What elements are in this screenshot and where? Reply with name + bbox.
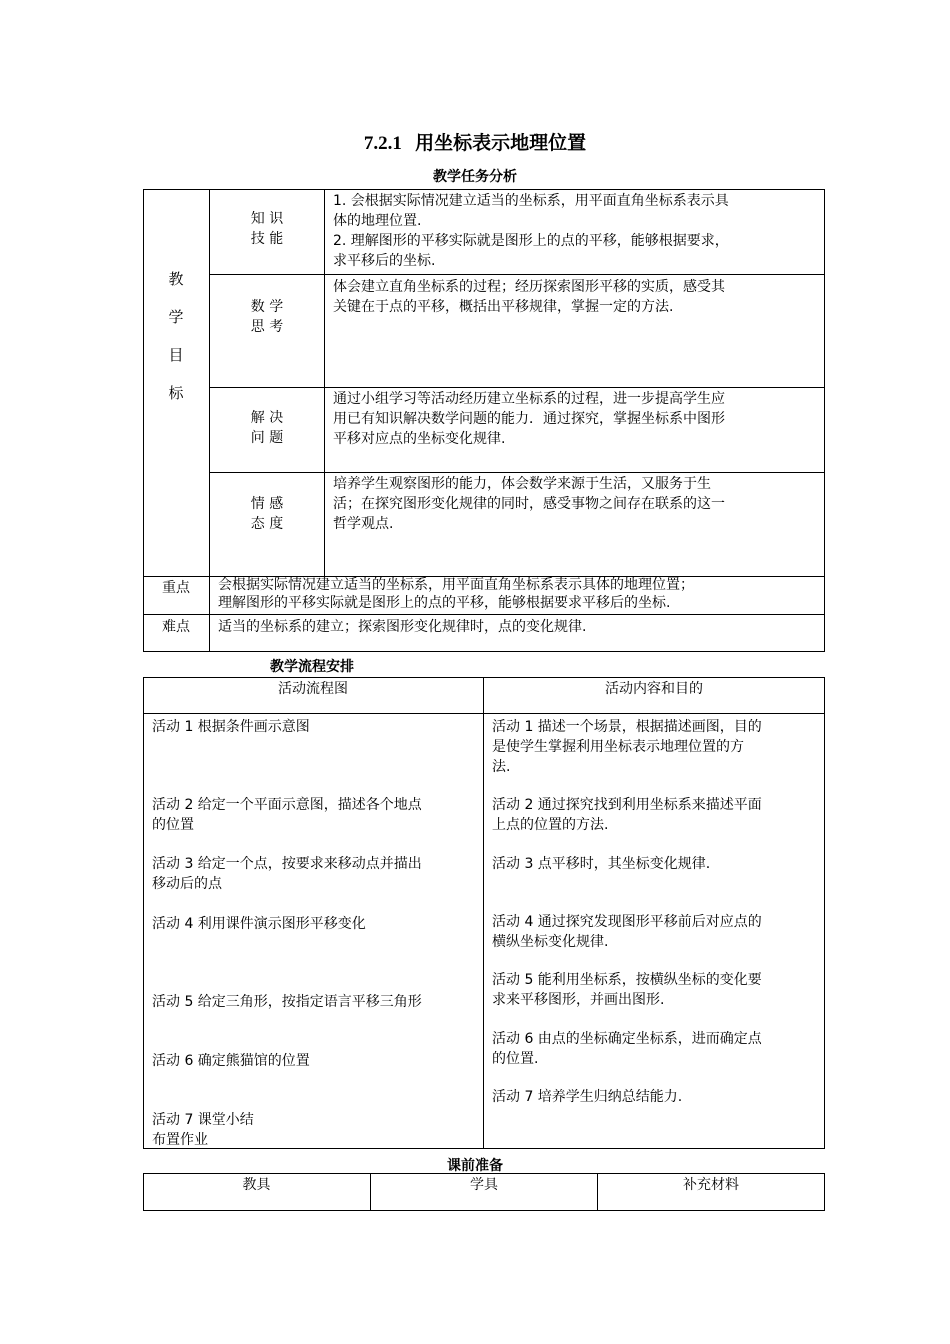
key-point-label: 重点	[162, 580, 190, 596]
objectives-char: 教	[168, 270, 184, 288]
row-content-knowledge: 1. 会根据实际情况建立适当的坐标系，用平面直角坐标系表示具 体的地理位置. 2. 理解图形的平移实际就是图形上的点的平移，能够根据要求， 求平移后的坐标.	[333, 193, 729, 269]
row-content-thinking: 体会建立直角坐标系的过程；经历探索图形平移的实质，感受其 关键在于点的平移，概括出平移规律，掌握一定的方法.	[333, 279, 725, 315]
task-analysis-heading: 教学任务分析	[433, 169, 517, 185]
prep-col-supplementary: 补充材料	[683, 1177, 739, 1193]
objectives-char: 标	[168, 384, 184, 402]
title-text: 用坐标表示地理位置	[415, 132, 587, 154]
row-label-problem-solving: 解 决 问 题	[250, 410, 284, 446]
key-point-content: 会根据实际情况建立适当的坐标系，用平面直角坐标系表示具体的地理位置； 理解图形的平移实际就是图形上的点的平移，能够根据要求平移后的坐标.	[218, 577, 694, 611]
prep-col-teaching-aids: 教具	[242, 1177, 271, 1193]
flow-right-item: 活动 5 能利用坐标系，按横纵坐标的变化要 求来平移图形，并画出图形.	[492, 972, 762, 1008]
flow-col-left-header: 活动流程图	[278, 681, 348, 697]
prep-col-student-aids: 学具	[470, 1177, 498, 1193]
flow-right-item: 活动 7 培养学生归纳总结能力.	[492, 1089, 683, 1105]
flow-left-item: 活动 6 确定熊猫馆的位置	[152, 1053, 310, 1069]
row-content-problem-solving: 通过小组学习等活动经历建立坐标系的过程，进一步提高学生应 用已有知识解决数学问题的能力．通过探究，掌握坐标系中图形 平移对应点的坐标变化规律.	[333, 391, 725, 447]
preparation-heading: 课前准备	[447, 1158, 503, 1174]
row-content-attitude: 培养学生观察图形的能力，体会数学来源于生活，又服务于生 活；在探究图形变化规律的同时，感受事物之间存在联系的这一 哲学观点.	[333, 476, 725, 532]
row-label-thinking: 数 学 思 考	[250, 299, 284, 335]
objectives-char: 目	[168, 346, 184, 364]
objectives-label	[143, 260, 209, 412]
flow-left-item: 活动 3 给定一个点，按要求来移动点并描出 移动后的点	[152, 856, 422, 892]
objectives-char: 学	[168, 308, 184, 326]
flow-right-item: 活动 3 点平移时，其坐标变化规律.	[492, 856, 711, 872]
row-label-attitude: 情 感 态 度	[250, 496, 284, 532]
difficulty-label: 难点	[162, 619, 190, 635]
flow-left-item: 活动 7 课堂小结 布置作业	[152, 1112, 254, 1148]
flow-left-item: 活动 1 根据条件画示意图	[152, 719, 310, 735]
page-title	[0, 128, 950, 155]
title-number: 7.2.1	[363, 133, 402, 154]
flow-heading: 教学流程安排	[270, 659, 354, 675]
flow-left-item: 活动 4 利用课件演示图形平移变化	[152, 916, 366, 932]
flow-left-item: 活动 5 给定三角形，按指定语言平移三角形	[152, 994, 422, 1010]
flow-right-item: 活动 4 通过探究发现图形平移前后对应点的 横纵坐标变化规律.	[492, 914, 762, 950]
flow-right-item: 活动 2 通过探究找到利用坐标系来描述平面 上点的位置的方法.	[492, 797, 762, 833]
flow-col-right-header: 活动内容和目的	[605, 681, 703, 697]
flow-right-item: 活动 6 由点的坐标确定坐标系，进而确定点 的位置.	[492, 1031, 762, 1067]
flow-left-item: 活动 2 给定一个平面示意图，描述各个地点 的位置	[152, 797, 422, 833]
row-label-knowledge: 知 识 技 能	[250, 211, 284, 247]
flow-right-item: 活动 1 描述一个场景，根据描述画图，目的 是使学生掌握利用坐标表示地理位置的方 法.	[492, 719, 762, 775]
difficulty-content: 适当的坐标系的建立；探索图形变化规律时，点的变化规律.	[218, 619, 587, 635]
